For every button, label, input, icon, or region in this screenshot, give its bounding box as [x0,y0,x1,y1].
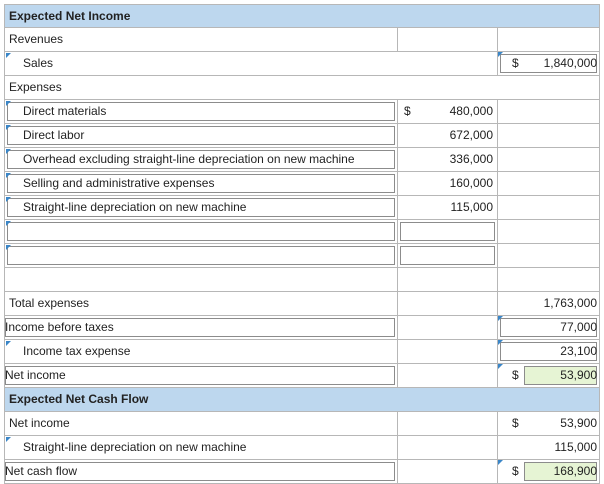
revenues-total-cell [498,28,600,51]
income-tax-label: Income tax expense [23,344,131,358]
income-worksheet [4,4,600,484]
cf-net-income-cell [498,412,600,435]
expense-label-cell[interactable] [4,148,398,171]
total-expenses-row [4,292,600,316]
dropdown-marker-icon [498,460,503,465]
expense-total-cell [498,124,600,147]
empty-value-input[interactable] [400,222,495,241]
total-expenses-value: 1,763,000 [543,296,597,310]
sales-currency: $ [512,56,519,70]
net-income-spacer [398,364,498,387]
revenues-amount-cell [398,28,498,51]
sales-label: Sales [23,56,54,70]
net-cash-flow-row [4,460,600,484]
expense-label-cell[interactable] [4,196,398,219]
cf-depreciation-label-cell[interactable] [4,436,398,459]
income-header-row [4,4,600,28]
expense-currency: $ [404,104,411,118]
empty-value-input[interactable] [400,246,495,265]
cash-flow-header-row [4,388,600,412]
expense-label-cell[interactable] [4,172,398,195]
empty-total-cell [498,220,600,243]
expense-value: 480,000 [449,104,493,118]
dropdown-marker-icon [498,364,503,369]
income-before-taxes-spacer [398,316,498,339]
expenses-row [4,76,600,100]
expense-value: 160,000 [449,176,493,190]
expense-label: Overhead excluding straight-line depreciation on new machine [23,152,355,166]
expense-value-cell[interactable] [398,148,498,171]
dropdown-marker-icon [498,52,503,57]
income-tax-value: 23,100 [560,344,597,358]
net-income-cell[interactable] [498,364,600,387]
expense-row [4,124,600,148]
net-income-label-cell[interactable] [4,364,398,387]
net-cash-flow-cell[interactable] [498,460,600,483]
blank-cell [4,268,398,291]
dropdown-marker-icon [498,316,503,321]
income-before-taxes-label-cell[interactable] [4,316,398,339]
net-cash-flow-label: Net cash flow [5,464,78,478]
expense-label: Direct materials [23,104,107,118]
empty-label-cell[interactable] [4,220,398,243]
empty-value-cell[interactable] [398,220,498,243]
income-before-taxes-label: Income before taxes [5,320,114,334]
expense-label-cell[interactable] [4,100,398,123]
cf-net-income-currency: $ [512,416,519,430]
dropdown-marker-icon [6,221,11,226]
total-expenses-spacer [398,292,498,315]
expense-value: 336,000 [449,152,493,166]
cf-net-income-spacer [398,412,498,435]
expense-value-cell[interactable] [398,100,498,123]
sales-label-cell[interactable] [4,52,498,75]
dropdown-marker-icon [6,245,11,250]
cf-depreciation-cell [498,436,600,459]
dropdown-marker-icon [498,340,503,345]
blank-row [4,268,600,292]
sales-value: 1,840,000 [543,56,597,70]
expense-row [4,100,600,124]
dropdown-marker-icon [6,197,11,202]
dropdown-marker-icon [6,149,11,154]
blank-cell [498,268,600,291]
dropdown-marker-icon [6,101,11,106]
net-income-label: Net income [5,368,66,382]
net-cash-flow-label-cell[interactable] [4,460,398,483]
expense-value: 115,000 [450,200,493,214]
empty-label-input[interactable] [7,222,395,241]
net-cash-flow-currency: $ [512,464,519,478]
empty-total-cell [498,244,600,267]
expense-label: Direct labor [23,128,85,142]
net-cash-flow-value: 168,900 [553,464,597,478]
total-expenses-label: Total expenses [4,292,398,315]
cf-depreciation-value: 115,000 [554,440,597,454]
net-cash-flow-spacer [398,460,498,483]
income-before-taxes-cell[interactable] [498,316,600,339]
empty-label-input[interactable] [7,246,395,265]
revenues-row [4,28,600,52]
revenues-label: Revenues [4,28,398,51]
expense-label: Selling and administrative expenses [23,176,215,190]
income-tax-cell[interactable] [498,340,600,363]
cf-net-income-row [4,412,600,436]
expense-row [4,172,600,196]
income-tax-spacer [398,340,498,363]
sales-value-cell[interactable] [498,52,600,75]
expense-label-cell[interactable] [4,124,398,147]
cf-net-income-label: Net income [4,412,398,435]
blank-cell [398,268,498,291]
dropdown-marker-icon [6,125,11,130]
expense-total-cell [498,148,600,171]
expense-value-cell[interactable] [398,172,498,195]
sales-row [4,52,600,76]
expenses-label: Expenses [4,76,600,99]
net-income-row [4,364,600,388]
net-income-value: 53,900 [560,368,597,382]
cash-flow-title: Expected Net Cash Flow [4,388,600,411]
expense-total-cell [498,100,600,123]
cf-net-income-value: 53,900 [560,416,597,430]
dropdown-marker-icon [6,173,11,178]
dropdown-marker-icon [6,341,11,346]
expense-total-cell [498,172,600,195]
net-income-currency: $ [512,368,519,382]
cf-depreciation-label: Straight-line depreciation on new machine [23,440,247,454]
income-before-taxes-row [4,316,600,340]
empty-expense-row [4,244,600,268]
expense-row [4,148,600,172]
cf-depreciation-row [4,436,600,460]
total-expenses-cell [498,292,600,315]
expense-label: Straight-line depreciation on new machine [23,200,247,214]
expense-value-cell[interactable] [398,196,498,219]
cf-depreciation-spacer [398,436,498,459]
empty-expense-row [4,220,600,244]
income-tax-row [4,340,600,364]
dropdown-marker-icon [6,53,11,58]
income-before-taxes-value: 77,000 [560,320,597,334]
empty-value-cell[interactable] [398,244,498,267]
expense-row [4,196,600,220]
empty-label-cell[interactable] [4,244,398,267]
expense-total-cell [498,196,600,219]
dropdown-marker-icon [6,437,11,442]
expense-value-cell[interactable] [398,124,498,147]
income-tax-label-cell[interactable] [4,340,398,363]
income-title: Expected Net Income [4,5,600,28]
expense-value: 672,000 [449,128,493,142]
